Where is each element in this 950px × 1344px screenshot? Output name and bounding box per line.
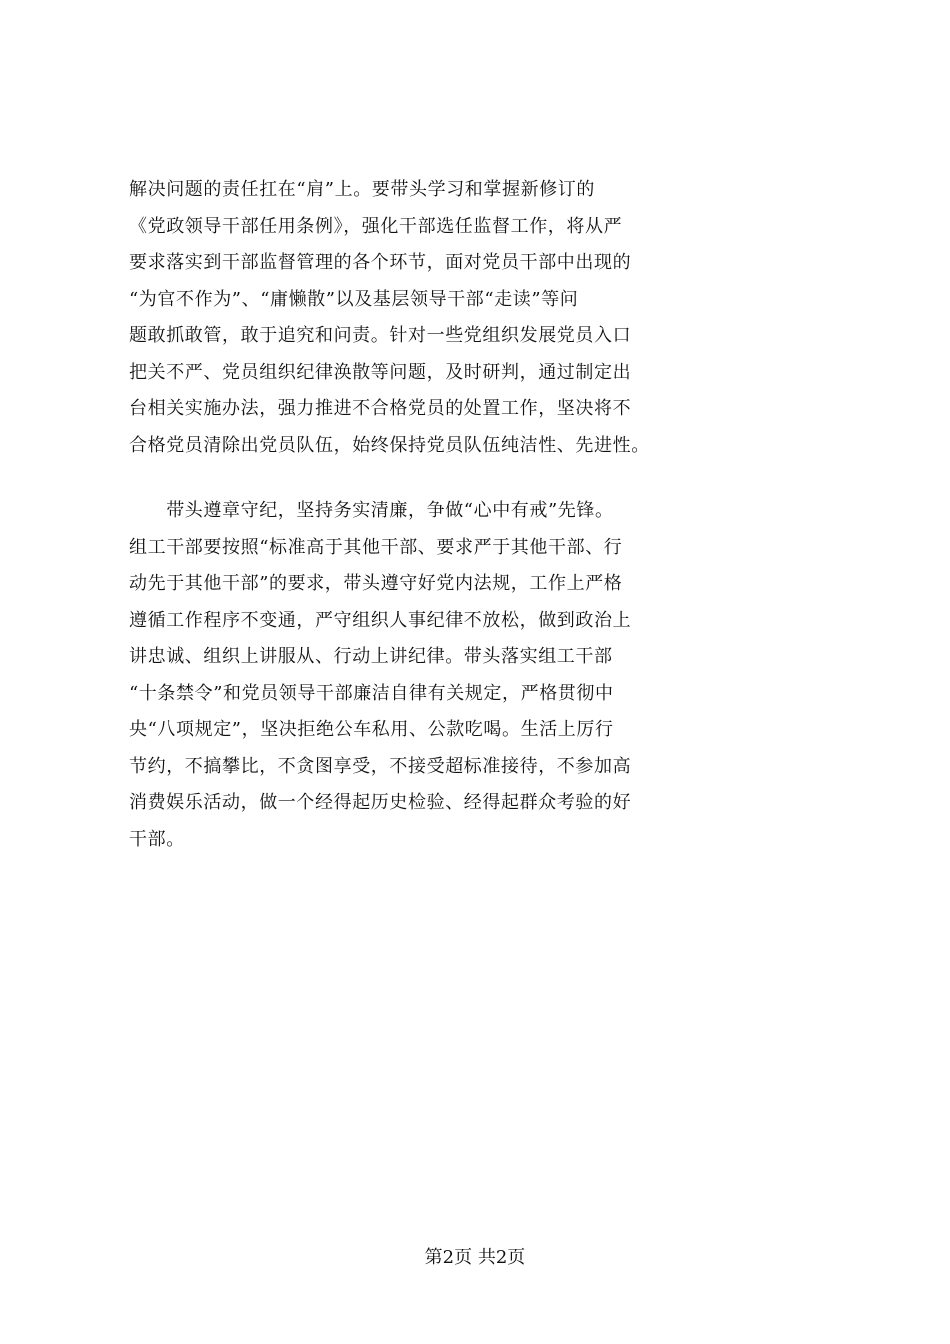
text-line: 题敢抓敢管，敢于追究和问责。针对一些党组织发展党员入口 [129, 325, 632, 346]
text-line: 解决问题的责任扛在“肩”上。要带头学习和掌握新修订的 [129, 179, 596, 200]
text-line: 消费娱乐活动，做一个经得起历史检验、经得起群众考验的好 [129, 792, 632, 813]
text-line: 节约，不搞攀比，不贪图享受，不接受超标准接待，不参加高 [129, 755, 632, 777]
text-line: 台相关实施办法，强力推进不合格党员的处置工作，坚决将不 [129, 398, 632, 419]
paragraph-2 [129, 493, 849, 858]
text-line: 带头遵章守纪，坚持务实清廉，争做“心中有戒”先锋。 [129, 500, 614, 521]
text-line: 讲忠诚、组织上讲服从、行动上讲纪律。带头落实组工干部 [129, 646, 613, 667]
paragraph-1 [129, 172, 849, 464]
paragraph-spacer [129, 464, 849, 493]
page-number-label: 第2页 共2页 [424, 1247, 526, 1268]
text-line: 要求落实到干部监督管理的各个环节，面对党员干部中出现的 [129, 252, 632, 273]
document-body [129, 172, 849, 858]
text-line: 把关不严、党员组织纪律涣散等问题，及时研判，通过制定出 [129, 361, 632, 383]
text-line: “十条禁令”和党员领导干部廉洁自律有关规定，严格贯彻中 [129, 682, 614, 704]
text-line: 干部。 [129, 828, 185, 850]
page-footer [0, 1243, 950, 1269]
text-line: 遵循工作程序不变通，严守组织人事纪律不放松，做到政治上 [129, 609, 632, 631]
text-line: 合格党员清除出党员队伍，始终保持党员队伍纯洁性、先进性。 [129, 434, 650, 456]
text-line: 组工干部要按照“标准高于其他干部、要求严于其他干部、行 [129, 536, 623, 558]
text-line: 动先于其他干部”的要求，带头遵守好党内法规，工作上严格 [129, 573, 623, 594]
text-line: “为官不作为”、“庸懒散”以及基层领导干部“走读”等问 [129, 288, 579, 310]
text-line: 央“八项规定”，坚决拒绝公车私用、公款吃喝。生活上厉行 [129, 719, 614, 740]
text-line: 《党政领导干部任用条例》，强化干部选任监督工作，将从严 [129, 215, 623, 237]
